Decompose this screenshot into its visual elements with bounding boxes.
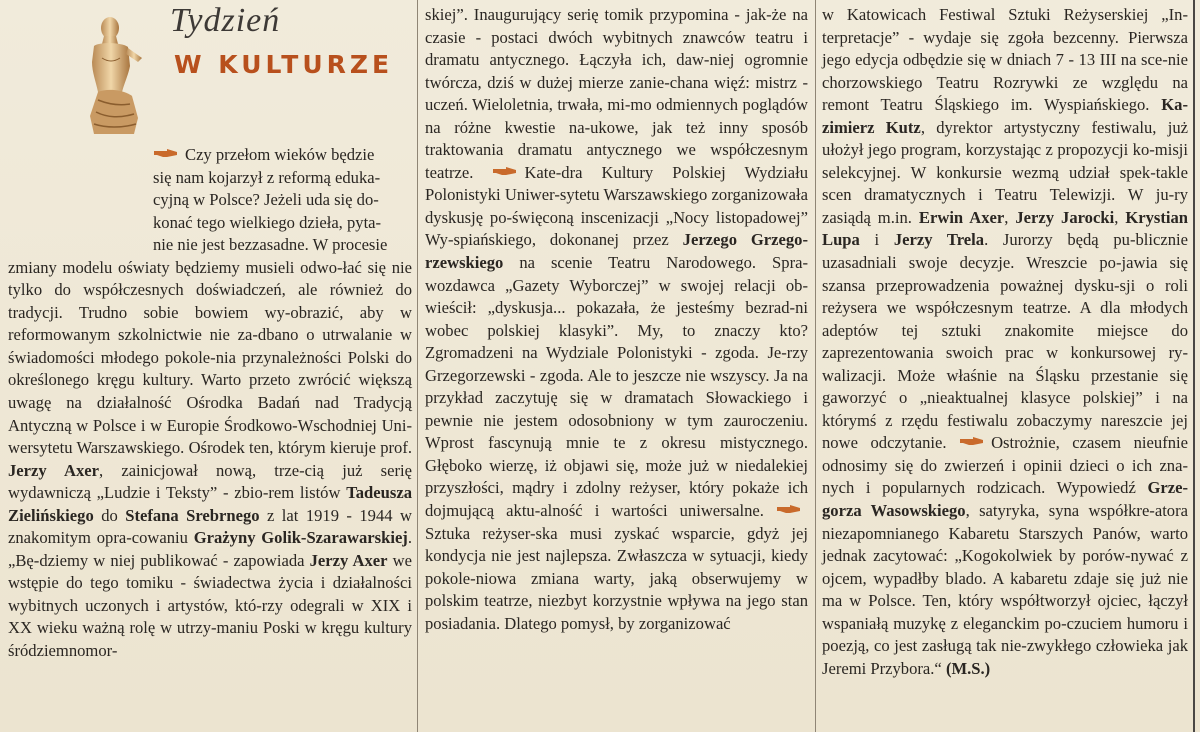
- article-paragraph: zmiany modelu oświaty będziemy musieli odwo-łać się nie tylko do współczesnych doświadczeń, ale również do tradycji. Trudno sobie bowiem wy-obrazić, aby w reformowanym szkolnictwie nie za-dbano o utrwalanie w świadomości młodego pokole-nia przynależności Polski do określonego kręgu kultury. Warto przeto zwrócić większą uwagę na działalność Ośrodka Badań nad Tradycją Antyczną w Polsce i w Europie Środkowo-Wschodniej Uni-wersytetu Warszawskiego. Ośrodek ten, którym kieruje prof. Jerzy Axer, zainicjował nową, trze-cią już serię wydawniczą „Ludzie i Teksty” - zbio-rem listów Tadeusza Zielińskiego do Stefana Srebrnego z lat 1919 - 1944 w znakomitym opra-cowaniu Grażyny Golik-Szarawarskiej. „Bę-dziemy w niej publikować - zapowiada Jerzy Axer we wstępie do tego tomiku - świadectwa życia i działalności wybitnych uczonych i artystów, któ-rzy odegrali w XIX i XX wieku ważną rolę w utrzy-maniu Poski w kręgu kultury śródziemnomor-: [8, 257, 413, 661]
- column-rule: [815, 0, 816, 732]
- person-name: Erwin Axer: [918, 207, 1005, 227]
- column-rule: [417, 0, 418, 732]
- section-title-line1: Tydzień: [170, 2, 281, 39]
- masthead: [8, 0, 412, 144]
- text-line: nie nie jest bezzasadne. W procesie: [153, 235, 388, 255]
- venus-statue-icon: [68, 14, 160, 138]
- text-line: Czy przełom wieków będzie: [185, 145, 375, 164]
- person-name: Jerzy Axer: [8, 460, 99, 480]
- pointing-hand-icon: [776, 503, 802, 515]
- person-name: Jerzego Grzego-rzewskiego: [425, 230, 809, 273]
- text-line: cyjną w Polsce? Jeżeli uda się do-: [153, 190, 379, 210]
- pointing-hand-icon: [959, 435, 985, 447]
- person-name: Stefana Srebrnego: [125, 505, 260, 525]
- person-name: Krystian Lupa: [822, 207, 1189, 250]
- article-paragraph: w Katowicach Festiwal Sztuki Reżyserskiej „In-terpretacje” - wydaje się zgoła bezcenny. Pierwsza jego edycja odbędzie się w dniach 7 - 13 III na sce-nie chorzowskiego Teatru Rozrywki ze względu na remont Teatru Śląskiego im. Wyspiańskiego. Ka-zimierz Kutz, dyrektor artystyczny festiwalu, już ułożył jego program, korzystając z propozycji ko-misji selekcyjnej. W konkursie wezmą udział spek-takle scen dramatycznych i Teatru Telewizji. W ju-ry zasiądą m.in. Erwin Axer, Jerzy Jarocki, Krystian Lupa i Jerzy Trela. Jurorzy będą pu-blicznie uzasadniali swoje decyzje. Wreszcie po-jawia się szansa przeprowadzenia poważnej dysku-sji o roli reżysera we współczesnym teatrze. A dla młodych adeptów tej sztuki znakomite miejsce do zaprezentowania swoich prac w konkursowej ry-walizacji. Może właśnie na Śląsku przestanie się gaworzyć o „nieaktualnej klasyce polskiej” i na którymś z rzędu festiwalu zobaczymy nareszcie jej nowe odczytanie. Ostrożnie, czasem nieufnie odnosimy się do zwierzeń i opinii dzieci o ich zna-nych i popularnych rodzicach. Wypowiedź Grze-gorza Wasowskiego, satyryka, syna współkre-atora niezapomnianego Kabaretu Starszych Panów, warto jednak zacytować: „Kogokolwiek by porów-nywać z ojcem, wypadłby blado. A kabaretu zdaje się już nie ma w Polsce. Ten, który współtworzył ojciec, łączył wspaniałą muzykę z eleganckim po-czuciem humoru i poezją, co jest zasługą tak nie-zwykłego człowieka jak Jeremi Przybora.“ (M.S.): [822, 5, 1189, 678]
- person-name: Jerzy Axer: [309, 550, 388, 570]
- person-name: Ka-zimierz Kutz: [822, 95, 1188, 137]
- person-name: Grze-gorza Wasowskiego: [822, 478, 1189, 521]
- person-name: Grażyny Golik-Szarawarskiej: [193, 528, 408, 548]
- author-signature: (M.S.): [945, 658, 991, 678]
- article-paragraph: skiej”. Inaugurujący serię tomik przypomina - jak-że na czasie - postaci dwóch wybitnych znawców teatru i dramatu antycznego. Łączyła ich, daw-niej ogromnie twórcza, dziś w dużej mierze zanie-chana więź: mistrz - uczeń. Wieloletnia, trwała, mi-mo odmiennych poglądów na różne kwestie na-ukowe, jak też inny sposób traktowania dramatu antycznego we współczesnym teatrze. Kate-dra Kultury Polskiej Wydziału Polonistyki Uniwer-sytetu Warszawskiego zorganizowała dyskusję po-święconą inscenizacji „Nocy listopadowej” Wy-spiańskiego, dokonanej przez Jerzego Grzego-rzewskiego na scenie Teatru Narodowego. Spra-wozdawca „Gazety Wyborczej” w swojej relacji ob-wieścił: „dyskusja... pokazała, że jesteśmy bezrad-ni wobec polskiej klasyki”. My, to znaczy kto? Zgromadzeni na Wydziale Polonistyki - zgoda. Je-rzy Grzegorzewski - zgoda. Ale to jeszcze nie wszyscy. Ja na przykład zaczytuję się w dramatach Słowackiego i pewnie nie jestem odosobniony w tym zauroczeniu. Wprost fascynują mnie te z okresu mistycznego. Głęboko wierzę, iż objawi się, może już w niedalekiej przyszłości, mądry i zdolny reżyser, który pokaże ich dojmującą aktu-alność i wartości uniwersalne. Sztuka reżyser-ska musi zyskać wsparcie, gdyż jej kondycja nie jest najlepsza. Zwłaszcza w sytuacji, kiedy pokole-niowa zmiana warty, jaką obserwujemy w polskim teatrze, niezbyt korzystnie wpływa na jego stan posiadania. Dlatego pomysł, by zorganizować: [425, 5, 809, 633]
- column-3: [822, 0, 1188, 732]
- column-2: [425, 0, 808, 732]
- person-name: Jerzy Trela: [893, 230, 985, 250]
- pointing-hand-icon: [492, 165, 518, 177]
- text-line: [153, 144, 412, 167]
- page-edge-rule: [1193, 0, 1195, 732]
- person-name: Jerzy Jarocki: [1015, 207, 1115, 227]
- intro-indented-lines: [8, 144, 412, 257]
- person-name: Tadeusza Zielińskiego: [8, 483, 413, 525]
- pointing-hand-icon: [153, 147, 179, 159]
- column-1: [8, 0, 412, 732]
- text-line: konać tego wielkiego dzieła, pyta-: [153, 212, 382, 232]
- section-title-line2: W KULTURZE: [174, 50, 394, 79]
- text-line: się nam kojarzył z reformą eduka-: [153, 167, 381, 187]
